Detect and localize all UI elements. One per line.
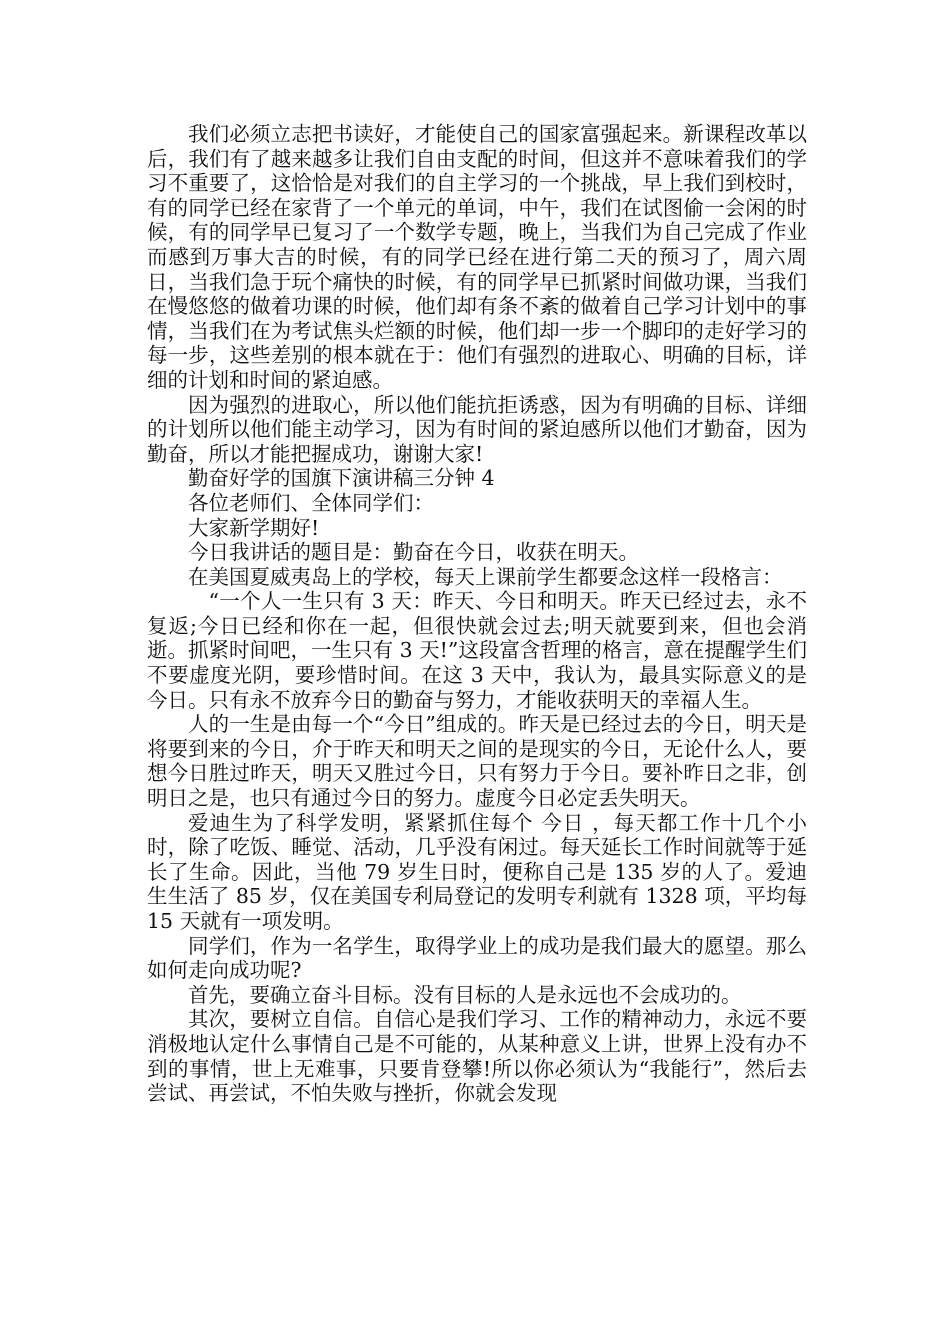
paragraph-9: 人的一生是由每一个“今日”组成的。昨天是已经过去的今日，明天是将要到来的今日，介于昨天和明天之间的是现实的今日，无论什么人，要想今日胜过昨天，明天又胜过今日，只有努力于今日。要补昨日之非，创明日之是，也只有通过今日的努力。虚度今日必定丢失明天。 [147, 712, 807, 811]
document-body [147, 122, 807, 1106]
paragraph-2: 因为强烈的进取心，所以他们能抗拒诱惑，因为有明确的目标、详细的计划所以他们能主动学习，因为有时间的紧迫感所以他们才勤奋，因为勤奋，所以才能把握成功，谢谢大家! [147, 392, 807, 466]
quote-paragraph: “一个人一生只有 3 天：昨天、今日和明天。昨天已经过去，永不复返;今日已经和你在一起，但很快就会过去;明天就要到来，但也会消逝。抓紧时间吧，一生只有 3 天!”这段富含哲理的格言，意在提醒学生们不要虚度光阴，要珍惜时间。在这 3 天中，我认为，最具实际意义的是今日。只有永不放弃今日的勤奋与努力，才能收获明天的幸福人生。 [147, 589, 807, 712]
speech-topic: 今日我讲话的题目是：勤奋在今日，收获在明天。 [188, 540, 639, 565]
salutation: 各位老师们、全体同学们： [188, 490, 434, 515]
paragraph-11: 同学们，作为一名学生，取得学业上的成功是我们最大的愿望。那么如何走向成功呢? [147, 933, 807, 983]
paragraph-10: 爱迪生为了科学发明，紧紧抓住每个 今日 ，每天都工作十几个小时，除了吃饭、睡觉、活动，几乎没有闲过。每天延长工作时间就等于延长了生命。因此，当他 79 岁生日时，便称自己是 135 岁的人了。爱迪生生活了 85 岁，仅在美国专利局登记的发明专利就有 1328 项，平均每 15 天就有一项发明。 [147, 810, 807, 933]
paragraph-1: 我们必须立志把书读好，才能使自己的国家富强起来。新课程改革以后，我们有了越来越多让我们自由支配的时间，但这并不意味着我们的学习不重要了，这恰恰是对我们的自主学习的一个挑战，早上我们到校时，有的同学已经在家背了一个单元的单词，中午，我们在试图偷一会闲的时候，有的同学早已复习了一个数学专题，晚上，当我们为自己完成了作业而感到万事大吉的时候，有的同学已经在进行第二天的预习了，周六周日，当我们急于玩个痛快的时候，有的同学早已抓紧时间做功课，当我们在慢悠悠的做着功课的时候，他们却有条不紊的做着自己学习计划中的事情，当我们在为考试焦头烂额的时候，他们却一步一个脚印的走好学习的每一步，这些差别的根本就在于：他们有强烈的进取心、明确的目标，详细的计划和时间的紧迫感。 [147, 122, 807, 392]
greeting: 大家新学期好! [188, 515, 320, 540]
paragraph-13: 其次，要树立自信。自信心是我们学习、工作的精神动力，永远不要消极地认定什么事情自己是不可能的，从某种意义上讲，世界上没有办不到的事情，世上无难事，只要肯登攀!所以你必须认为“我能行”，然后去尝试、再尝试，不怕失败与挫折，你就会发现 [147, 1007, 807, 1106]
paragraph-12: 首先，要确立奋斗目标。没有目标的人是永远也不会成功的。 [188, 982, 742, 1007]
section-heading: 勤奋好学的国旗下演讲稿三分钟 4 [188, 466, 495, 491]
paragraph-7: 在美国夏威夷岛上的学校，每天上课前学生都要念这样一段格言： [188, 564, 783, 589]
